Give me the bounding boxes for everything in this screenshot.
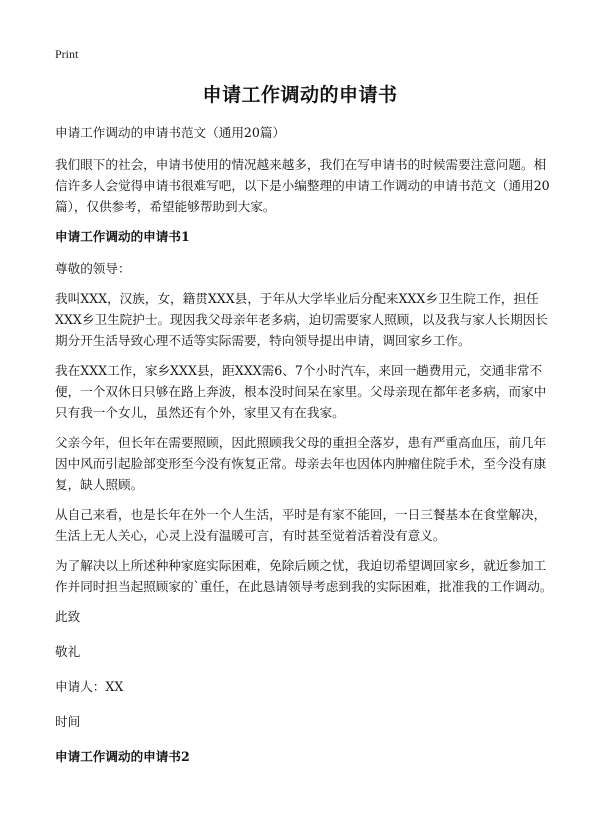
salutation: 尊敬的领导： bbox=[55, 261, 131, 276]
body-paragraph-4: 从自己来看，也是长年在外一个人生活，平时是有家不能回，一日三餐基本在食堂解决，生活上无人关心，心灵上没有温暖可言，有时甚至觉着活着没有意义。 bbox=[55, 507, 547, 543]
applicant-line: 申请人：XX bbox=[55, 679, 124, 694]
document-subtitle: 申请工作调动的申请书范文（通用20篇） bbox=[55, 125, 286, 140]
body-paragraph-1: 我叫XXX，汉族，女，籍贯XXX县，于年从大学毕业后分配来XXX乡卫生院工作，担任XXX乡卫生院护士。现因我父母亲年老多病，迫切需要家人照顾，以及我与家人长期因长期分开生活导致心理不适等实际需要，特向领导提出申请，调回家乡工作。 bbox=[55, 291, 548, 348]
body-paragraph-5: 为了解决以上所述种种家庭实际困难，免除后顾之忧，我迫切希望调回家乡，就近参加工作并同时担当起照顾家的`重任，在此恳请领导考虑到我的实际困难，批准我的工作调动。 bbox=[55, 558, 553, 594]
closing-line-1: 此致 bbox=[55, 609, 81, 624]
page-title: 申请工作调动的申请书 bbox=[202, 84, 398, 106]
body-paragraph-3: 父亲今年，但长年在需要照顾，因此照顾我父母的重担全落岁，患有严重高血压，前几年因中风而引起脸部变形至今没有恢复正常。母亲去年也因体内肿瘤住院手术，至今没有康复，缺人照顾。 bbox=[55, 435, 547, 492]
intro-paragraph: 我们眼下的社会，申请书使用的情况越来越多，我们在写申请书的时候需要注意问题。相信许多人会觉得申请书很难写吧，以下是小编整理的申请工作调动的申请书范文（通用20篇），仅供参考，希望能够帮助到大家。 bbox=[55, 157, 550, 214]
print-link[interactable]: Print bbox=[55, 47, 79, 61]
section-heading-1: 申请工作调动的申请书1 bbox=[55, 229, 190, 244]
closing-line-2: 敬礼 bbox=[55, 644, 81, 659]
body-paragraph-2: 我在XXX工作，家乡XXX县，距XXX需6、7个小时汽车，来回一趟费用元，交通非常不便，一个双休日只够在路上奔波，根本没时间呆在家里。父母亲现在都年老多病，而家中只有我一个女儿，虽然还有个外，家里又有在我家。 bbox=[55, 363, 547, 420]
section-heading-2: 申请工作调动的申请书2 bbox=[55, 749, 190, 764]
document-body bbox=[55, 122, 555, 778]
date-line: 时间 bbox=[55, 714, 81, 729]
